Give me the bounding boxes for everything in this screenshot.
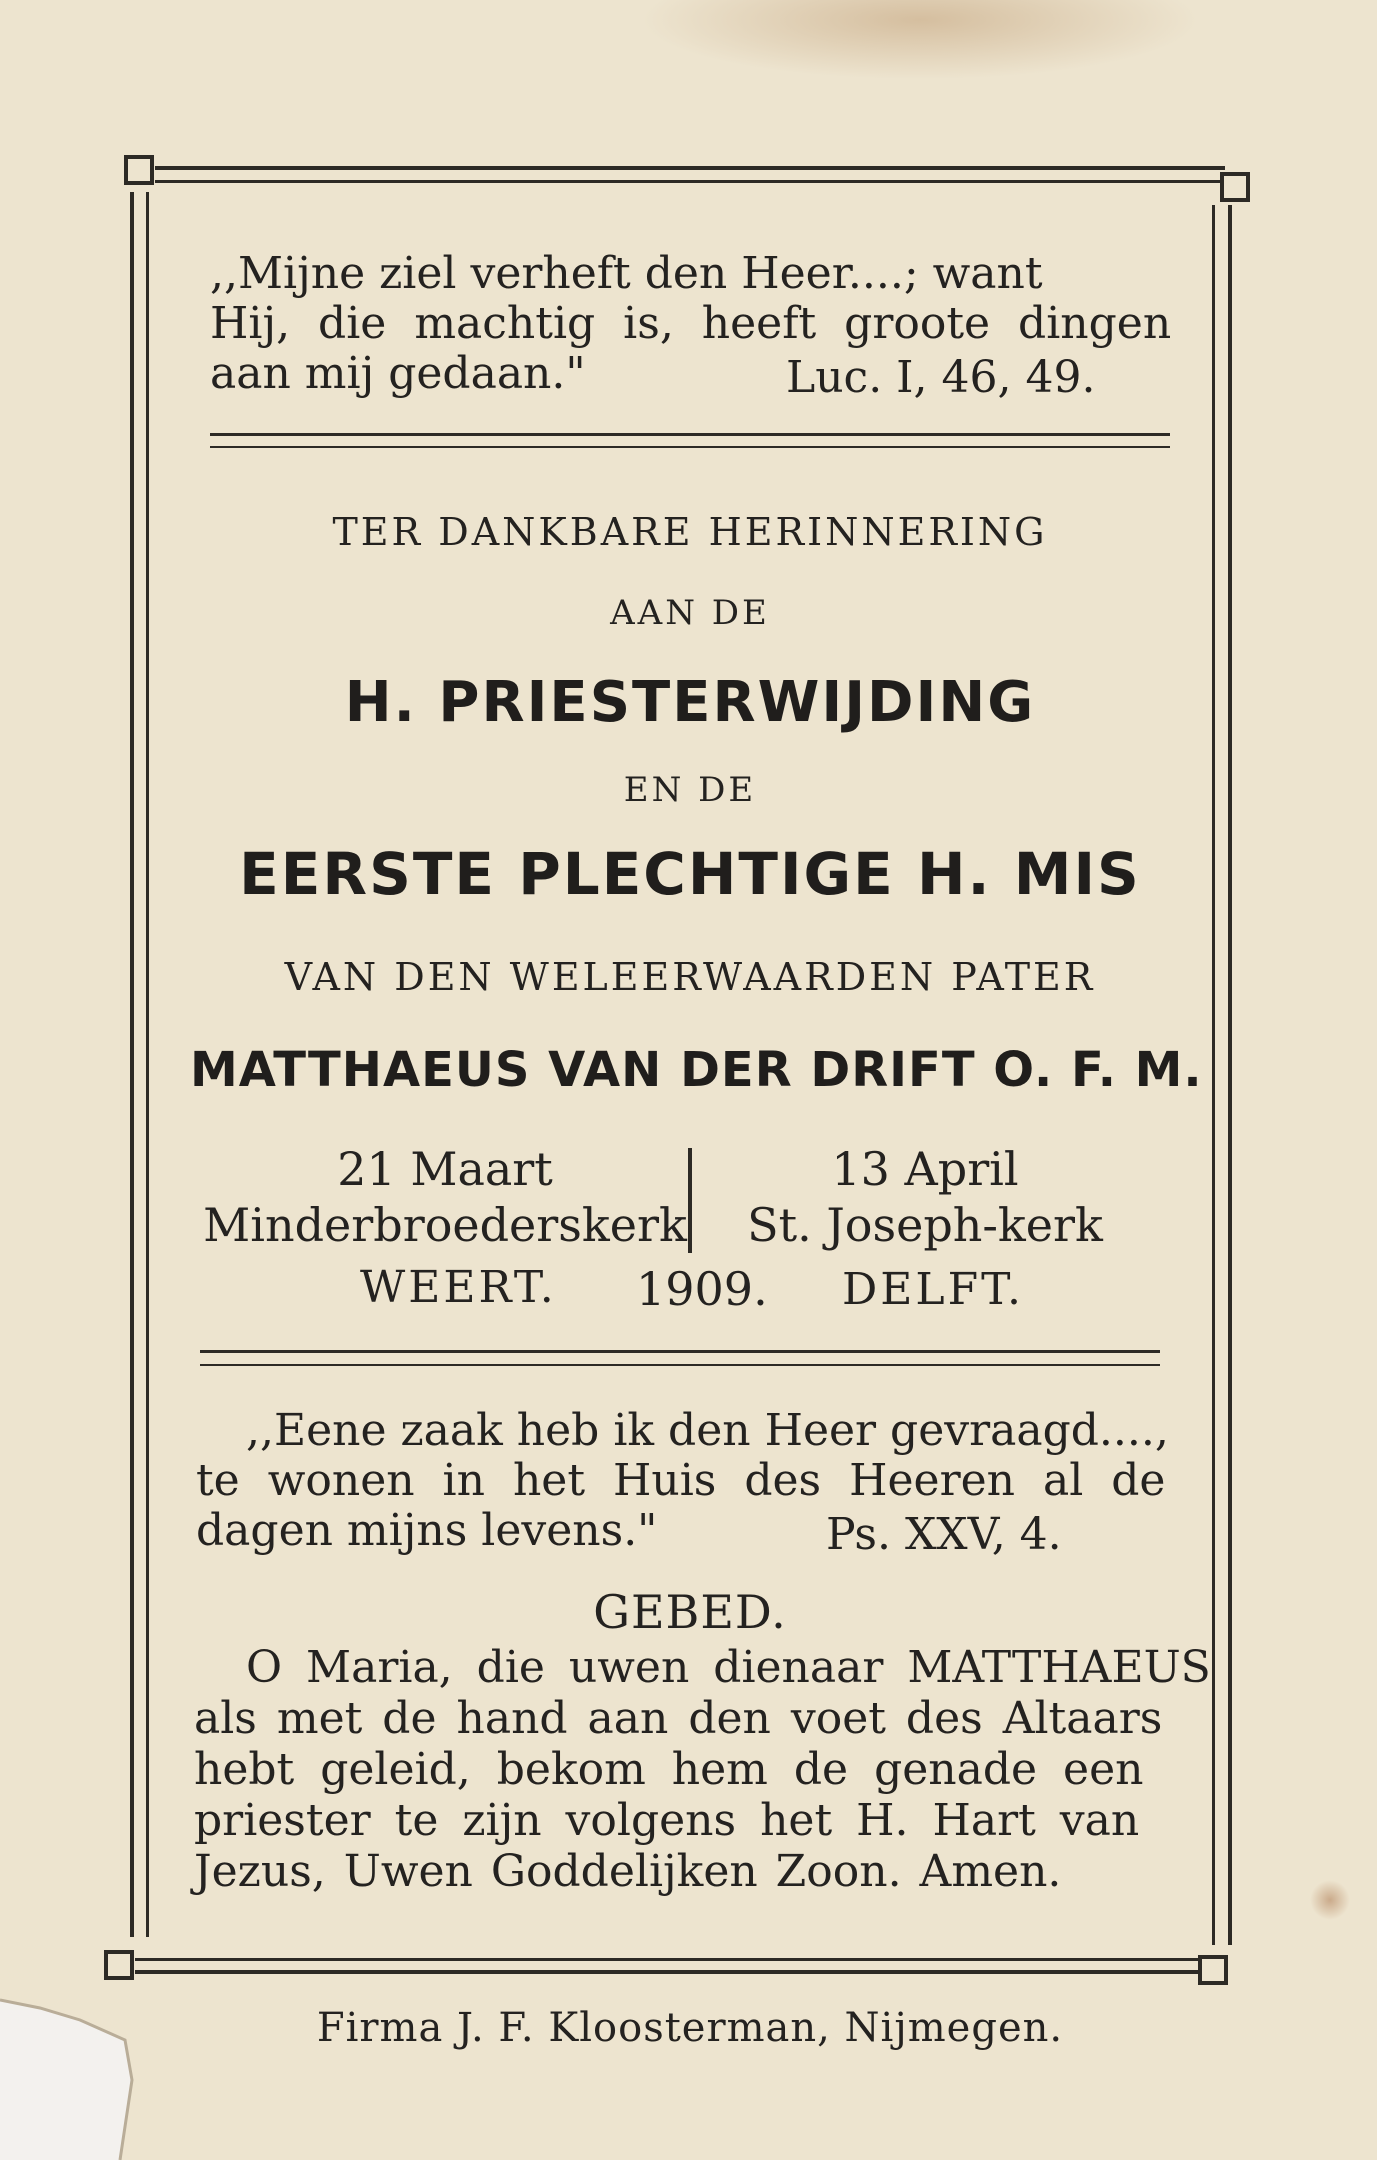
- heading-line-1: TER DANKBARE HERINNERING: [332, 510, 1048, 554]
- divider-rule: [210, 433, 1170, 436]
- prayer-line-2: als met de hand aan den voet des Altaars: [194, 1693, 1163, 1744]
- event-year: 1909.: [636, 1262, 768, 1316]
- second-quote-line-3: dagen mijns levens.": [196, 1505, 658, 1556]
- divider-rule: [200, 1350, 1160, 1353]
- priest-name: MATTHAEUS VAN DER DRIFT O. F. M.: [190, 1042, 1203, 1098]
- event-left-church: Minderbroederskerk: [203, 1198, 687, 1252]
- frame-corner-bottom-right: [1198, 1955, 1228, 1985]
- prayer-line-4: priester te zijn volgens het H. Hart van: [194, 1795, 1140, 1846]
- heading-line-3: EN DE: [623, 770, 757, 810]
- title-eerste-mis: EERSTE PLECHTIGE H. MIS: [239, 840, 1141, 908]
- printer-credit: Firma J. F. Kloosterman, Nijmegen.: [316, 2005, 1064, 2051]
- event-right-city: DELFT.: [842, 1264, 1025, 1315]
- second-quote-line-2: te wonen in het Huis des Heeren al de: [196, 1455, 1166, 1506]
- heading-line-4: VAN DEN WELEERWAARDEN PATER: [284, 955, 1096, 999]
- frame-corner-top-left: [124, 155, 154, 185]
- quote-reference: Luc. I, 46, 49.: [786, 352, 1096, 403]
- second-quote-reference: Ps. XXV, 4.: [826, 1509, 1062, 1560]
- second-quote-line-1: ,,Eene zaak heb ik den Heer gevraagd....,: [246, 1405, 1169, 1456]
- prayer-line-1: O Maria, die uwen dienaar MATTHAEUS: [246, 1642, 1211, 1693]
- quote-line-3: aan mij gedaan.": [210, 348, 586, 399]
- event-left-city: WEERT.: [360, 1262, 557, 1313]
- quote-line-1: ,,Mijne ziel verheft den Heer....; want: [210, 248, 1043, 299]
- prayer-line-3: hebt geleid, bekom hem de genade een: [194, 1744, 1144, 1795]
- event-right-date: 13 April: [831, 1142, 1019, 1196]
- title-priesterwijding: H. PRIESTERWIJDING: [344, 670, 1036, 735]
- event-right-church: St. Joseph-kerk: [747, 1198, 1103, 1252]
- heading-line-2: AAN DE: [610, 593, 770, 633]
- frame-corner-top-right: [1220, 172, 1250, 202]
- event-left-date: 21 Maart: [337, 1142, 553, 1196]
- event-separator: [688, 1148, 692, 1253]
- quote-line-2: Hij, die machtig is, heeft groote dingen: [210, 298, 1172, 349]
- prayer-title: GEBED.: [593, 1585, 787, 1639]
- frame-corner-bottom-left: [104, 1950, 134, 1980]
- prayer-line-5: Jezus, Uwen Goddelijken Zoon. Amen.: [194, 1846, 1062, 1897]
